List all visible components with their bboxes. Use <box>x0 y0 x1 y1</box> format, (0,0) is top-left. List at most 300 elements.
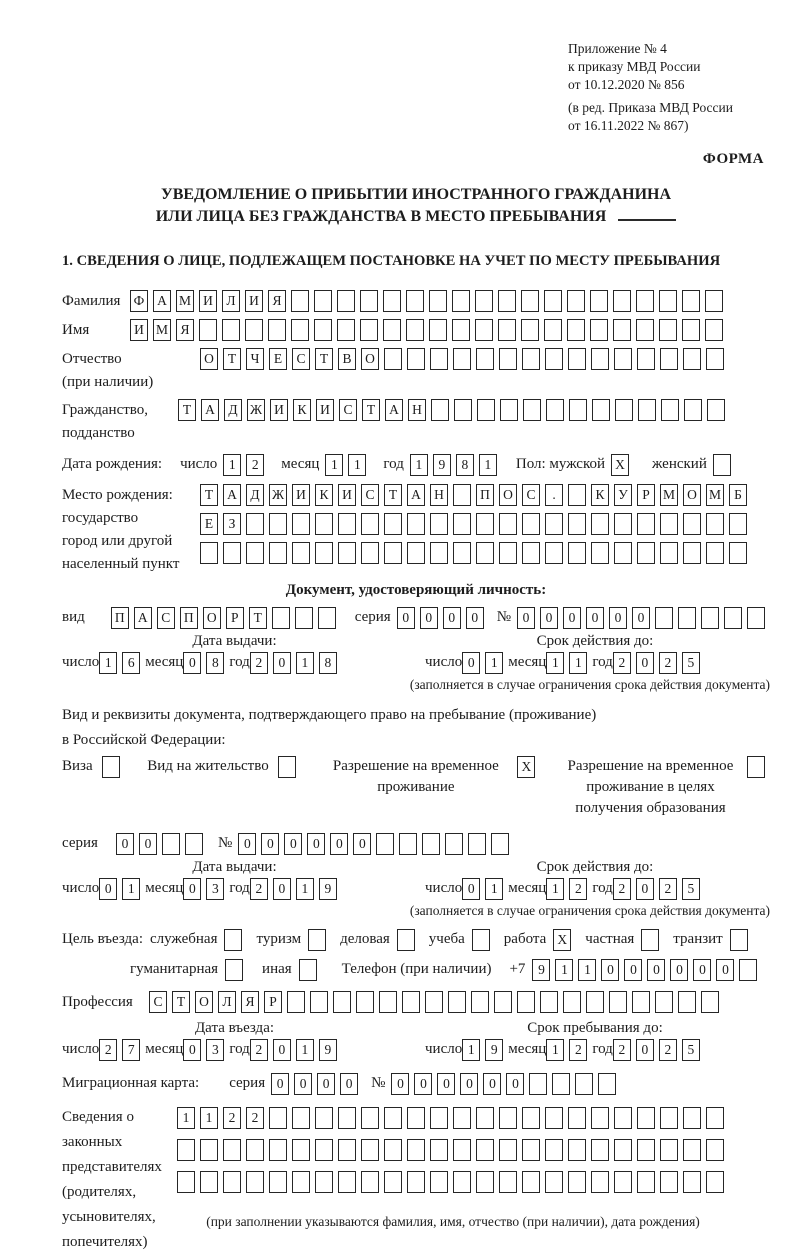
char-box[interactable]: Д <box>246 484 264 506</box>
char-box[interactable]: 0 <box>506 1073 524 1095</box>
char-box[interactable]: М <box>176 290 194 312</box>
char-box[interactable] <box>318 607 336 629</box>
char-box[interactable]: Ф <box>130 290 148 312</box>
char-box[interactable]: 0 <box>647 959 665 981</box>
char-box[interactable]: 1 <box>546 878 564 900</box>
male-checkbox[interactable]: X <box>611 454 629 476</box>
char-box[interactable] <box>614 1171 632 1193</box>
char-box[interactable] <box>315 1139 333 1161</box>
char-box[interactable] <box>591 1139 609 1161</box>
char-box[interactable] <box>476 513 494 535</box>
char-box[interactable]: К <box>591 484 609 506</box>
char-box[interactable]: О <box>683 484 701 506</box>
char-box[interactable] <box>337 290 355 312</box>
char-box[interactable] <box>499 1139 517 1161</box>
char-box[interactable] <box>399 833 417 855</box>
char-box[interactable] <box>706 1171 724 1193</box>
char-box[interactable] <box>476 1139 494 1161</box>
char-box[interactable]: 0 <box>540 607 558 629</box>
char-box[interactable]: 2 <box>250 652 268 674</box>
char-box[interactable]: 1 <box>555 959 573 981</box>
purpose-business-checkbox[interactable] <box>397 929 415 951</box>
temp-residence-checkbox[interactable]: X <box>517 756 535 778</box>
char-box[interactable]: 2 <box>659 652 677 674</box>
char-box[interactable]: 1 <box>348 454 366 476</box>
char-box[interactable] <box>292 513 310 535</box>
char-box[interactable] <box>678 991 696 1013</box>
char-box[interactable]: О <box>499 484 517 506</box>
char-box[interactable]: 0 <box>420 607 438 629</box>
char-box[interactable] <box>361 1107 379 1129</box>
char-box[interactable] <box>598 1073 616 1095</box>
char-box[interactable] <box>660 1171 678 1193</box>
char-box[interactable] <box>568 1171 586 1193</box>
char-box[interactable] <box>568 348 586 370</box>
char-box[interactable]: 0 <box>462 878 480 900</box>
char-box[interactable] <box>475 290 493 312</box>
char-box[interactable] <box>295 607 313 629</box>
char-box[interactable]: Ж <box>247 399 265 421</box>
char-box[interactable] <box>613 319 631 341</box>
char-box[interactable] <box>406 319 424 341</box>
char-box[interactable] <box>637 348 655 370</box>
char-box[interactable]: Л <box>222 290 240 312</box>
char-box[interactable]: 1 <box>325 454 343 476</box>
char-box[interactable] <box>269 1171 287 1193</box>
char-box[interactable] <box>310 991 328 1013</box>
char-box[interactable] <box>614 348 632 370</box>
visa-checkbox[interactable] <box>102 756 120 778</box>
char-box[interactable]: А <box>407 484 425 506</box>
char-box[interactable] <box>407 542 425 564</box>
char-box[interactable] <box>383 290 401 312</box>
char-box[interactable] <box>407 1107 425 1129</box>
char-box[interactable] <box>682 319 700 341</box>
char-box[interactable] <box>384 513 402 535</box>
purpose-study-checkbox[interactable] <box>472 929 490 951</box>
char-box[interactable] <box>655 607 673 629</box>
char-box[interactable]: С <box>149 991 167 1013</box>
char-box[interactable]: 0 <box>99 878 117 900</box>
char-box[interactable] <box>522 542 540 564</box>
char-box[interactable]: 0 <box>330 833 348 855</box>
char-box[interactable]: С <box>522 484 540 506</box>
char-box[interactable] <box>706 1139 724 1161</box>
char-box[interactable]: 0 <box>340 1073 358 1095</box>
char-box[interactable] <box>632 991 650 1013</box>
char-box[interactable] <box>356 991 374 1013</box>
char-box[interactable] <box>682 290 700 312</box>
char-box[interactable] <box>379 991 397 1013</box>
char-box[interactable]: Т <box>172 991 190 1013</box>
char-box[interactable]: О <box>203 607 221 629</box>
char-box[interactable] <box>246 1171 264 1193</box>
char-box[interactable] <box>185 833 203 855</box>
char-box[interactable] <box>315 1107 333 1129</box>
char-box[interactable]: 5 <box>682 652 700 674</box>
char-box[interactable] <box>568 513 586 535</box>
char-box[interactable] <box>568 484 586 506</box>
char-box[interactable] <box>407 1139 425 1161</box>
char-box[interactable]: О <box>361 348 379 370</box>
char-box[interactable] <box>338 542 356 564</box>
char-box[interactable]: Т <box>384 484 402 506</box>
char-box[interactable] <box>499 348 517 370</box>
char-box[interactable] <box>453 542 471 564</box>
char-box[interactable] <box>499 542 517 564</box>
char-box[interactable] <box>683 1107 701 1129</box>
char-box[interactable]: 1 <box>177 1107 195 1129</box>
char-box[interactable]: Т <box>223 348 241 370</box>
char-box[interactable] <box>315 513 333 535</box>
char-box[interactable]: 1 <box>99 652 117 674</box>
char-box[interactable] <box>491 833 509 855</box>
char-box[interactable] <box>338 1107 356 1129</box>
char-box[interactable]: 1 <box>485 652 503 674</box>
char-box[interactable]: 1 <box>485 878 503 900</box>
char-box[interactable]: 0 <box>483 1073 501 1095</box>
char-box[interactable] <box>739 959 757 981</box>
char-box[interactable] <box>477 399 495 421</box>
char-box[interactable] <box>683 542 701 564</box>
char-box[interactable]: 9 <box>319 1039 337 1061</box>
char-box[interactable] <box>529 1073 547 1095</box>
char-box[interactable]: 0 <box>183 878 201 900</box>
char-box[interactable] <box>591 542 609 564</box>
char-box[interactable]: 0 <box>116 833 134 855</box>
char-box[interactable]: 2 <box>250 878 268 900</box>
char-box[interactable] <box>292 1107 310 1129</box>
char-box[interactable] <box>272 607 290 629</box>
char-box[interactable]: 9 <box>433 454 451 476</box>
purpose-tourism-checkbox[interactable] <box>308 929 326 951</box>
char-box[interactable]: 0 <box>462 652 480 674</box>
char-box[interactable] <box>724 607 742 629</box>
char-box[interactable]: 6 <box>122 652 140 674</box>
char-box[interactable]: И <box>130 319 148 341</box>
char-box[interactable]: 2 <box>613 652 631 674</box>
char-box[interactable]: 1 <box>479 454 497 476</box>
char-box[interactable] <box>200 1139 218 1161</box>
char-box[interactable]: Т <box>315 348 333 370</box>
char-box[interactable] <box>499 1171 517 1193</box>
char-box[interactable] <box>586 991 604 1013</box>
char-box[interactable] <box>498 290 516 312</box>
char-box[interactable]: Н <box>430 484 448 506</box>
char-box[interactable]: 5 <box>682 878 700 900</box>
char-box[interactable]: 0 <box>437 1073 455 1095</box>
char-box[interactable] <box>429 319 447 341</box>
char-box[interactable]: Т <box>249 607 267 629</box>
char-box[interactable]: А <box>385 399 403 421</box>
char-box[interactable]: Р <box>264 991 282 1013</box>
char-box[interactable]: 0 <box>271 1073 289 1095</box>
purpose-humanitarian-checkbox[interactable] <box>225 959 243 981</box>
char-box[interactable] <box>568 1139 586 1161</box>
char-box[interactable] <box>563 991 581 1013</box>
char-box[interactable] <box>453 1171 471 1193</box>
char-box[interactable] <box>499 1107 517 1129</box>
char-box[interactable] <box>614 1139 632 1161</box>
char-box[interactable]: В <box>338 348 356 370</box>
char-box[interactable] <box>567 319 585 341</box>
char-box[interactable] <box>661 399 679 421</box>
char-box[interactable]: 0 <box>307 833 325 855</box>
char-box[interactable] <box>430 513 448 535</box>
char-box[interactable] <box>701 607 719 629</box>
char-box[interactable]: 0 <box>586 607 604 629</box>
char-box[interactable] <box>546 399 564 421</box>
char-box[interactable]: И <box>199 290 217 312</box>
char-box[interactable] <box>729 542 747 564</box>
char-box[interactable] <box>453 513 471 535</box>
char-box[interactable]: Л <box>218 991 236 1013</box>
char-box[interactable] <box>453 1139 471 1161</box>
char-box[interactable]: 2 <box>569 878 587 900</box>
char-box[interactable] <box>683 1139 701 1161</box>
female-checkbox[interactable] <box>713 454 731 476</box>
char-box[interactable] <box>471 991 489 1013</box>
char-box[interactable] <box>522 348 540 370</box>
char-box[interactable] <box>315 542 333 564</box>
char-box[interactable] <box>430 1139 448 1161</box>
char-box[interactable]: 0 <box>609 607 627 629</box>
char-box[interactable]: 0 <box>183 1039 201 1061</box>
char-box[interactable] <box>500 399 518 421</box>
char-box[interactable] <box>684 399 702 421</box>
char-box[interactable] <box>361 1139 379 1161</box>
char-box[interactable] <box>614 1107 632 1129</box>
char-box[interactable] <box>430 348 448 370</box>
char-box[interactable]: 9 <box>485 1039 503 1061</box>
char-box[interactable] <box>637 1139 655 1161</box>
char-box[interactable] <box>705 290 723 312</box>
char-box[interactable]: С <box>157 607 175 629</box>
char-box[interactable]: З <box>223 513 241 535</box>
char-box[interactable] <box>292 1171 310 1193</box>
char-box[interactable] <box>430 1171 448 1193</box>
char-box[interactable] <box>522 513 540 535</box>
char-box[interactable]: 1 <box>200 1107 218 1129</box>
char-box[interactable] <box>177 1139 195 1161</box>
char-box[interactable] <box>637 1171 655 1193</box>
char-box[interactable]: 2 <box>223 1107 241 1129</box>
char-box[interactable] <box>729 513 747 535</box>
char-box[interactable] <box>383 319 401 341</box>
char-box[interactable]: П <box>180 607 198 629</box>
char-box[interactable] <box>521 290 539 312</box>
char-box[interactable] <box>552 1073 570 1095</box>
char-box[interactable]: 8 <box>319 652 337 674</box>
char-box[interactable]: М <box>153 319 171 341</box>
char-box[interactable] <box>614 542 632 564</box>
char-box[interactable] <box>636 319 654 341</box>
char-box[interactable]: 1 <box>462 1039 480 1061</box>
char-box[interactable] <box>637 1107 655 1129</box>
char-box[interactable] <box>407 348 425 370</box>
char-box[interactable] <box>314 319 332 341</box>
char-box[interactable] <box>338 513 356 535</box>
char-box[interactable] <box>430 1107 448 1129</box>
char-box[interactable] <box>613 290 631 312</box>
char-box[interactable]: 8 <box>456 454 474 476</box>
char-box[interactable]: 1 <box>296 878 314 900</box>
char-box[interactable] <box>246 542 264 564</box>
char-box[interactable] <box>269 542 287 564</box>
char-box[interactable]: 0 <box>183 652 201 674</box>
char-box[interactable] <box>747 607 765 629</box>
char-box[interactable]: О <box>200 348 218 370</box>
char-box[interactable] <box>376 833 394 855</box>
char-box[interactable] <box>575 1073 593 1095</box>
char-box[interactable] <box>269 513 287 535</box>
char-box[interactable]: 2 <box>99 1039 117 1061</box>
char-box[interactable] <box>384 542 402 564</box>
char-box[interactable] <box>499 513 517 535</box>
char-box[interactable] <box>246 1139 264 1161</box>
char-box[interactable]: 1 <box>296 652 314 674</box>
char-box[interactable]: А <box>223 484 241 506</box>
char-box[interactable]: 1 <box>578 959 596 981</box>
char-box[interactable]: У <box>614 484 632 506</box>
char-box[interactable]: 0 <box>460 1073 478 1095</box>
char-box[interactable] <box>569 399 587 421</box>
char-box[interactable] <box>660 1139 678 1161</box>
char-box[interactable]: А <box>201 399 219 421</box>
char-box[interactable]: 3 <box>206 878 224 900</box>
purpose-transit-checkbox[interactable] <box>730 929 748 951</box>
char-box[interactable] <box>337 319 355 341</box>
char-box[interactable]: С <box>292 348 310 370</box>
char-box[interactable] <box>637 513 655 535</box>
char-box[interactable] <box>360 319 378 341</box>
char-box[interactable] <box>701 991 719 1013</box>
char-box[interactable] <box>422 833 440 855</box>
char-box[interactable]: И <box>338 484 356 506</box>
char-box[interactable] <box>707 399 725 421</box>
char-box[interactable] <box>678 607 696 629</box>
char-box[interactable]: Т <box>200 484 218 506</box>
char-box[interactable]: 0 <box>632 607 650 629</box>
char-box[interactable] <box>591 513 609 535</box>
char-box[interactable] <box>445 833 463 855</box>
char-box[interactable] <box>222 319 240 341</box>
char-box[interactable] <box>517 991 535 1013</box>
char-box[interactable] <box>361 513 379 535</box>
char-box[interactable]: Р <box>226 607 244 629</box>
char-box[interactable] <box>476 1107 494 1129</box>
char-box[interactable]: 0 <box>317 1073 335 1095</box>
char-box[interactable]: 0 <box>563 607 581 629</box>
char-box[interactable] <box>476 348 494 370</box>
char-box[interactable] <box>338 1139 356 1161</box>
char-box[interactable]: А <box>134 607 152 629</box>
char-box[interactable]: 0 <box>624 959 642 981</box>
char-box[interactable]: С <box>361 484 379 506</box>
purpose-other-checkbox[interactable] <box>299 959 317 981</box>
char-box[interactable]: 2 <box>613 1039 631 1061</box>
char-box[interactable]: 1 <box>296 1039 314 1061</box>
char-box[interactable] <box>545 348 563 370</box>
char-box[interactable]: 0 <box>466 607 484 629</box>
char-box[interactable] <box>498 319 516 341</box>
char-box[interactable] <box>223 542 241 564</box>
char-box[interactable]: 9 <box>319 878 337 900</box>
char-box[interactable] <box>407 1171 425 1193</box>
char-box[interactable]: А <box>153 290 171 312</box>
char-box[interactable]: 0 <box>517 607 535 629</box>
char-box[interactable]: П <box>111 607 129 629</box>
char-box[interactable] <box>476 542 494 564</box>
char-box[interactable] <box>567 290 585 312</box>
char-box[interactable]: Р <box>637 484 655 506</box>
char-box[interactable]: С <box>339 399 357 421</box>
char-box[interactable]: 9 <box>532 959 550 981</box>
char-box[interactable] <box>223 1171 241 1193</box>
char-box[interactable]: 0 <box>391 1073 409 1095</box>
char-box[interactable] <box>200 1171 218 1193</box>
char-box[interactable] <box>406 290 424 312</box>
char-box[interactable] <box>683 513 701 535</box>
char-box[interactable]: . <box>545 484 563 506</box>
char-box[interactable] <box>291 319 309 341</box>
char-box[interactable] <box>269 1107 287 1129</box>
char-box[interactable]: Т <box>362 399 380 421</box>
char-box[interactable] <box>545 513 563 535</box>
char-box[interactable]: 7 <box>122 1039 140 1061</box>
char-box[interactable] <box>384 1107 402 1129</box>
char-box[interactable] <box>544 290 562 312</box>
char-box[interactable]: О <box>195 991 213 1013</box>
char-box[interactable]: 1 <box>410 454 428 476</box>
char-box[interactable]: 0 <box>294 1073 312 1095</box>
char-box[interactable] <box>448 991 466 1013</box>
temp-residence-education-checkbox[interactable] <box>747 756 765 778</box>
char-box[interactable] <box>592 399 610 421</box>
char-box[interactable] <box>706 542 724 564</box>
char-box[interactable]: 0 <box>273 1039 291 1061</box>
char-box[interactable] <box>660 542 678 564</box>
purpose-private-checkbox[interactable] <box>641 929 659 951</box>
char-box[interactable]: 1 <box>546 652 564 674</box>
char-box[interactable] <box>521 319 539 341</box>
char-box[interactable] <box>452 290 470 312</box>
char-box[interactable] <box>706 1107 724 1129</box>
char-box[interactable] <box>706 348 724 370</box>
purpose-official-checkbox[interactable] <box>224 929 242 951</box>
char-box[interactable]: 1 <box>546 1039 564 1061</box>
char-box[interactable] <box>660 513 678 535</box>
char-box[interactable] <box>636 290 654 312</box>
char-box[interactable] <box>476 1171 494 1193</box>
char-box[interactable] <box>333 991 351 1013</box>
char-box[interactable]: Е <box>200 513 218 535</box>
char-box[interactable]: 2 <box>250 1039 268 1061</box>
char-box[interactable]: 2 <box>246 454 264 476</box>
char-box[interactable]: П <box>476 484 494 506</box>
char-box[interactable] <box>614 513 632 535</box>
char-box[interactable]: Я <box>241 991 259 1013</box>
char-box[interactable]: 0 <box>261 833 279 855</box>
char-box[interactable]: 0 <box>443 607 461 629</box>
char-box[interactable] <box>638 399 656 421</box>
char-box[interactable]: 0 <box>139 833 157 855</box>
char-box[interactable] <box>494 991 512 1013</box>
char-box[interactable] <box>590 290 608 312</box>
char-box[interactable] <box>705 319 723 341</box>
char-box[interactable]: 0 <box>238 833 256 855</box>
char-box[interactable] <box>544 319 562 341</box>
